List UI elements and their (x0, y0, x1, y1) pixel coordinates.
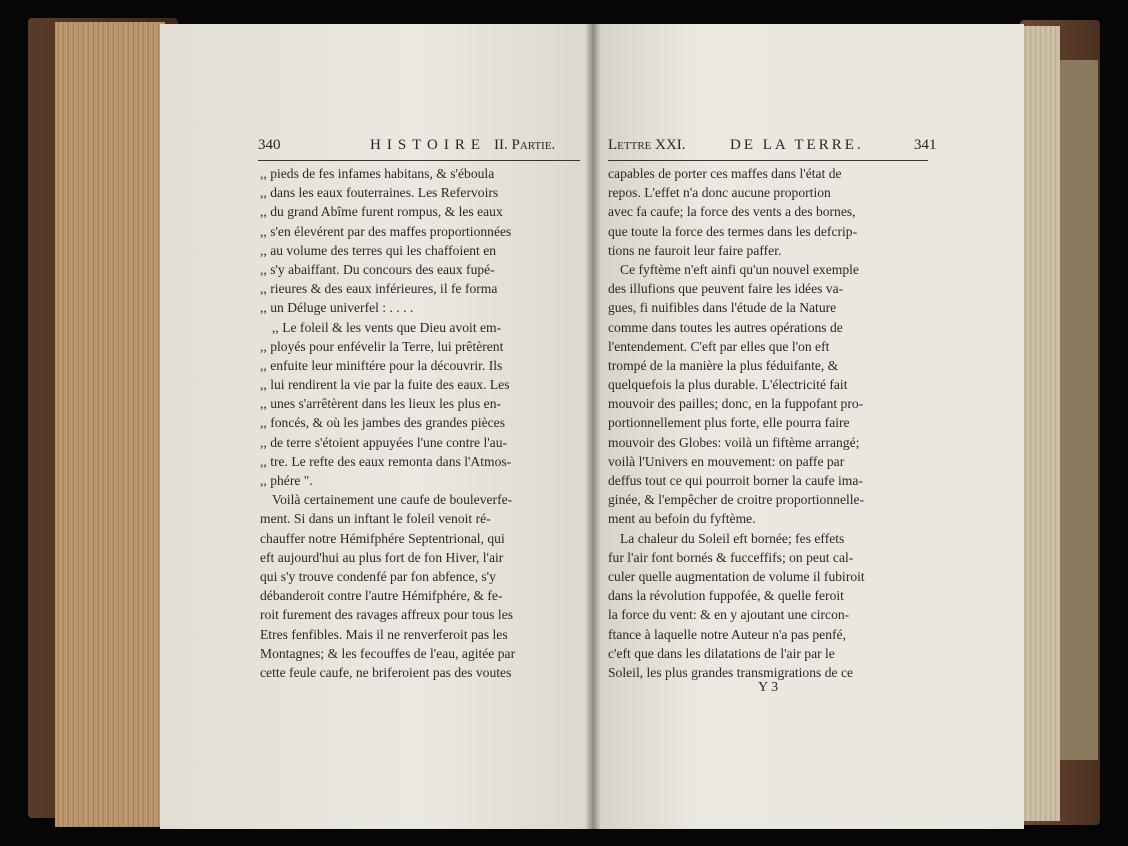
text-line: ,, pieds de fes infames habitans, & s'éboula (260, 166, 495, 181)
book-gutter (586, 24, 600, 829)
text-line: repos. L'effet n'a donc aucune proportion (608, 185, 831, 201)
text-line: avec fa caufe; la force des vents a des bornes, (608, 204, 856, 220)
text-line: voilà l'Univers en mouvement: on paffe par (608, 453, 845, 469)
text-line: La chaleur du Soleil eft bornée; fes effets (620, 530, 845, 546)
text-line: c'eft que dans les dilatations de l'air par le (608, 645, 835, 661)
text-line: mouvoir des pailles; donc, en la fuppofant pro- (608, 396, 864, 412)
left-part-label: II. Partie. (494, 137, 556, 153)
text-line: Ce fyftème n'eft ainfi qu'un nouvel exemple (620, 261, 859, 277)
text-line: ,, un Déluge univerfel : . . . . (260, 300, 414, 316)
right-page-text (608, 164, 930, 682)
text-line: que toute la force des termes dans les defcrip- (608, 223, 858, 239)
text-line: portionnellement plus forte, elle pourra faire (608, 415, 850, 431)
text-line: ,, foncés, & où les jambes des grandes pièces (260, 415, 505, 431)
right-board (1058, 60, 1098, 760)
left-page-edges (55, 22, 165, 827)
text-line: Voilà certainement une caufe de bouleverfe- (272, 492, 513, 508)
text-line: culer quelle augmentation de volume il fubiroit (608, 568, 865, 584)
text-line: ,, au volume des terres qui les chaffoient en (260, 242, 497, 258)
text-line: ,, phére ". (260, 473, 313, 488)
text-line: l'entendement. C'eft par elles que l'on eft (608, 338, 830, 354)
text-line: gues, fi nuifibles dans l'étude de la Nature (608, 300, 837, 316)
right-page-edges (1022, 26, 1060, 821)
text-line: ,, dans les eaux fouterraines. Les Refervoirs (260, 185, 499, 201)
text-line: ,, rieures & des eaux inférieures, il fe forma (260, 281, 498, 297)
text-line: ,, unes s'arrêtèrent dans les lieux les plus en- (260, 396, 502, 412)
text-line: quelquefois la plus durable. L'électricité fait (608, 377, 848, 393)
text-line: capables de porter ces maffes dans l'état de (608, 166, 842, 181)
text-line: ftance à laquelle notre Auteur n'a pas penfé, (608, 626, 846, 642)
text-line: ,, ployés pour enfévelir la Terre, lui prêtèrent (260, 338, 504, 354)
text-line: ,, s'en élevérent par des maffes proportionnées (260, 223, 512, 239)
right-page (592, 24, 1024, 829)
text-line: débanderoit contre l'autre Hémifphére, & fe- (260, 588, 503, 604)
left-header-rule (258, 160, 580, 161)
text-line: la force du vent: & en y ajoutant une circon- (608, 607, 850, 623)
right-header-rule (608, 160, 928, 161)
signature-mark: Y 3 (758, 680, 779, 695)
text-line: eft aujourd'hui au plus fort de fon Hiver, l'air (260, 549, 504, 565)
text-line: Etres fenfibles. Mais il ne renverferoit pas les (260, 626, 508, 642)
text-line: ment. Si dans un inftant le foleil venoit ré- (260, 511, 491, 527)
text-line: ,, tre. Le refte des eaux remonta dans l'Atmos- (260, 453, 512, 469)
text-line: ,, lui rendirent la vie par la fuite des eaux. Les (260, 377, 510, 393)
right-page-number: 341 (914, 137, 937, 153)
letter-label: Lettre XXI. (608, 137, 686, 153)
text-line: ,, s'y abaiffant. Du concours des eaux fupé- (260, 261, 495, 277)
text-line: Montagnes; & les fecouffes de l'eau, agitée par (260, 645, 516, 661)
text-line: fur l'air font bornés & fucceffifs; on peut cal- (608, 549, 854, 565)
text-line: trompé de la manière la plus féduifante, & (608, 357, 839, 373)
text-line: deffus tout ce qui pourroit borner la caufe ima- (608, 473, 863, 488)
left-page-number: 340 (258, 137, 281, 153)
text-line: ,, du grand Abîme furent rompus, & les eaux (260, 204, 503, 220)
text-line: roit furement des ravages affreux pour tous les (260, 607, 514, 623)
text-line: comme dans toutes les autres opérations de (608, 319, 843, 335)
text-line: mouvoir des Globes: voilà un fiftème arrangé; (608, 434, 860, 450)
text-line: chauffer notre Hémifphére Septentrional, qui (260, 530, 505, 546)
text-line: tions ne fauroit leur faire paffer. (608, 242, 782, 258)
left-page-text (260, 164, 582, 682)
text-line: ,, de terre s'étoient appuyées l'une contre l'au- (260, 434, 508, 450)
text-line: des illufions que peuvent faire les idées va- (608, 281, 844, 297)
text-line: dans la révolution fuppofée, & quelle feroit (608, 588, 844, 604)
text-line: ginée, & l'empêcher de croitre proportionnelle- (608, 492, 865, 508)
right-running-title: DE LA TERRE. (730, 137, 864, 153)
text-line: cette feule caufe, ne briferoient pas des voutes (260, 664, 512, 680)
text-line: qui s'y trouve condenfé par fon abfence, s'y (260, 568, 496, 584)
right-page-header (608, 137, 938, 161)
left-running-title: HISTOIRE (370, 137, 487, 153)
left-page (160, 24, 592, 829)
text-line: Soleil, les plus grandes transmigrations de ce (608, 664, 854, 680)
left-page-header (258, 137, 588, 161)
text-line: ment au befoin du fyftème. (608, 511, 756, 527)
text-line: ,, Le foleil & les vents que Dieu avoit em- (272, 319, 502, 335)
text-line: ,, enfuite leur miniftére pour la découvrir. Ils (260, 357, 503, 373)
